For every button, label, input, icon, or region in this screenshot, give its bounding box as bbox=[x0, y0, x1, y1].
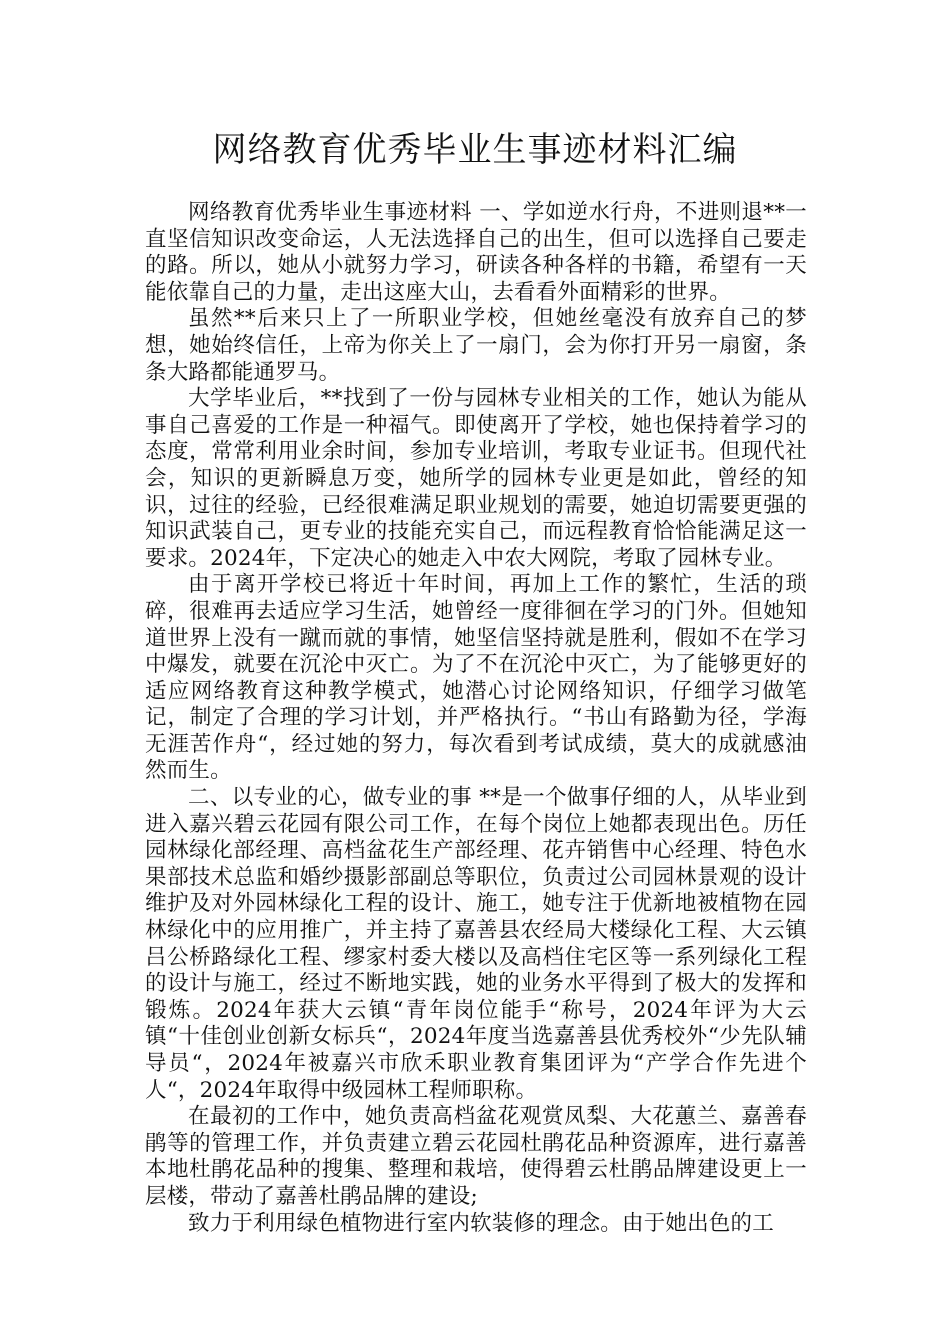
paragraph-interior: 致力于利用绿色植物进行室内软装修的理念。由于她出色的工 bbox=[188, 1210, 774, 1236]
paragraph-study: 由于离开学校已将近十年时间，再加上工作的繁忙，生活的琐碎，很难再去适应学习生活，她曾经一度徘徊在学习的门外。但她知道世界上没有一蹴而就的事情，她坚信坚持就是胜利，假如不在学习中爆发，就要在沉沦中灭亡。为了不在沉沦中灭亡，为了能够更好的适应网络教育这种教学模式，她潜心讨论网络知识，仔细学习做笔记，制定了合理的学习计划，并严格执行。“书山有路勤为径，学海无涯苦作舟“，经过她的努力，每次看到考试成绩，莫大的成就感油然而生。 bbox=[145, 572, 807, 784]
paragraph-professional: 二、以专业的心，做专业的事 **是一个做事仔细的人，从毕业到进入嘉兴碧云花园有限公司工作，在每个岗位上她都表现出色。历任园林绿化部经理、高档盆花生产部经理、花卉销售中心经理、特色水果部技术总监和婚纱摄影部副总等职位，负责过公司园林景观的设计维护及对外园林绿化工程的设计、施工，她专注于优新地被植物在园林绿化中的应用推广，并主持了嘉善县农经局大楼绿化工程、大云镇吕公桥路绿化工程、缪家村委大楼以及高档住宅区等一系列绿化工程的设计与施工，经过不断地实践，她的业务水平得到了极大的发挥和锻炼。2024年获大云镇“青年岗位能手“称号，2024年评为大云镇“十佳创业创新女标兵“，2024年度当选嘉善县优秀校外“少先队辅导员“，2024年被嘉兴市欣禾职业教育集团评为“产学合作先进个人“，2024年取得中级园林工程师职称。 bbox=[145, 785, 807, 1103]
paragraph-early-work: 在最初的工作中，她负责高档盆花观赏凤梨、大花蕙兰、嘉善春鹃等的管理工作，并负责建立碧云花园杜鹃花品种资源库，进行嘉善本地杜鹃花品种的搜集、整理和栽培，使得碧云杜鹃品牌建设更上一层楼，带动了嘉善杜鹃品牌的建设; bbox=[145, 1104, 807, 1209]
paragraph-intro: 网络教育优秀毕业生事迹材料 一、学如逆水行舟，不进则退**一直坚信知识改变命运，人无法选择自己的出生，但可以选择自己要走的路。所以，她从小就努力学习，研读各种各样的书籍，希望有一天能依靠自己的力量，走出这座大山，去看看外面精彩的世界。 bbox=[145, 200, 807, 305]
document-body bbox=[145, 200, 807, 1237]
document-title: 网络教育优秀毕业生事迹材料汇编 bbox=[212, 130, 738, 170]
paragraph-dream: 虽然**后来只上了一所职业学校，但她丝毫没有放弃自己的梦想，她始终信任，上帝为你关上了一扇门，会为你打开另一扇窗，条条大路都能通罗马。 bbox=[145, 306, 807, 385]
paragraph-career: 大学毕业后，**找到了一份与园林专业相关的工作，她认为能从事自己喜爱的工作是一种福气。即使离开了学校，她也保持着学习的态度，常常利用业余时间，参加专业培训，考取专业证书。但现代社会，知识的更新瞬息万变，她所学的园林专业更是如此，曾经的知识，过往的经验，已经很难满足职业规划的需要，她迫切需要更强的知识武装自己，更专业的技能充实自己，而远程教育恰恰能满足这一要求。2024年，下定决心的她走入中农大网院，考取了园林专业。 bbox=[145, 386, 807, 571]
